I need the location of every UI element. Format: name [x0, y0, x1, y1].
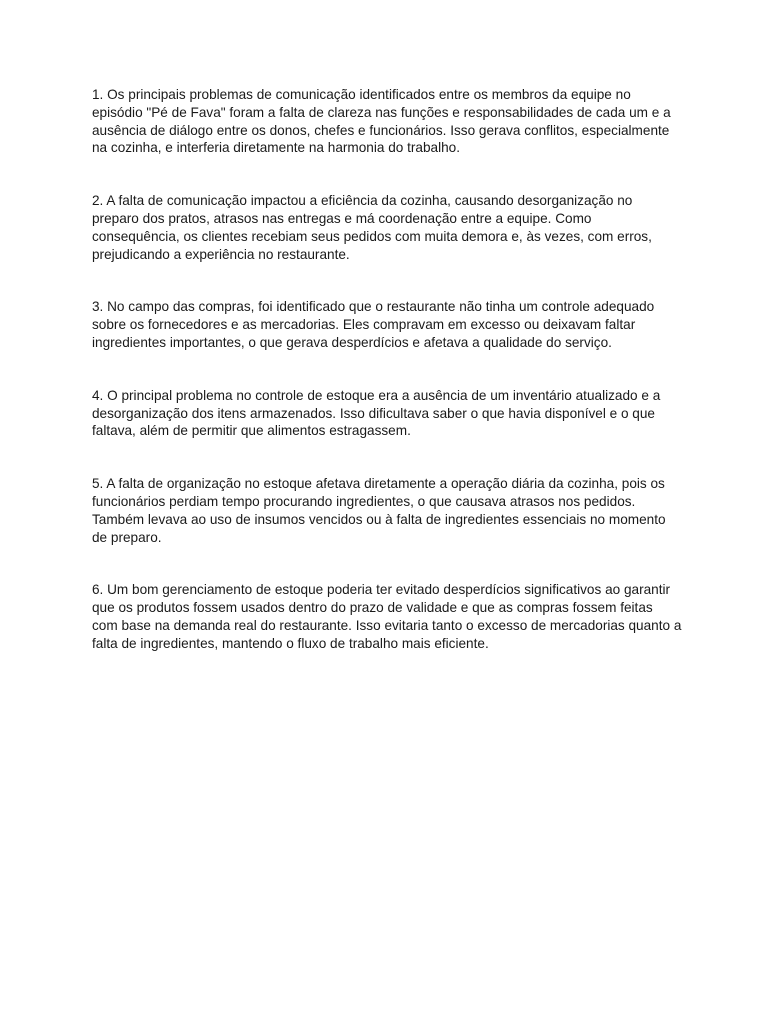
paragraph-2: 2. A falta de comunicação impactou a eficiência da cozinha, causando desorganização no preparo dos pratos, atrasos nas entregas e má coordenação entre a equipe. Como consequência, os clientes recebiam seus pedidos com muita demora e, às vezes, com erros, prejudicando a experiência no restaurante.	[92, 193, 652, 262]
paragraph-5: 5. A falta de organização no estoque afetava diretamente a operação diária da cozinha, pois os funcionários perdiam tempo procurando ingredientes, o que causava atrasos nos pedidos. Também levava ao uso de insumos vencidos ou à falta de ingredientes essenciais no momento de preparo.	[92, 476, 666, 545]
paragraph-6: 6. Um bom gerenciamento de estoque poderia ter evitado desperdícios significativos ao garantir que os produtos fossem usados dentro do prazo de validade e que as compras fossem feitas com base na demanda real do restaurante. Isso evitaria tanto o excesso de mercadorias quanto a falta de ingredientes, mantendo o fluxo de trabalho mais eficiente.	[92, 582, 682, 651]
paragraph-1: 1. Os principais problemas de comunicação identificados entre os membros da equipe no episódio "Pé de Fava" foram a falta de clareza nas funções e responsabilidades de cada um e a ausência de diálogo entre os donos, chefes e funcionários. Isso gerava conflitos, especialmente na cozinha, e interferia diretamente na harmonia do trabalho.	[92, 87, 671, 156]
paragraph-3: 3. No campo das compras, foi identificado que o restaurante não tinha um controle adequado sobre os fornecedores e as mercadorias. Eles compravam em excesso ou deixavam faltar ingredientes importantes, o que gerava desperdícios e afetava a qualidade do serviço.	[92, 299, 655, 350]
document-body	[92, 86, 682, 653]
paragraph-4: 4. O principal problema no controle de estoque era a ausência de um inventário atualizado e a desorganização dos itens armazenados. Isso dificultava saber o que havia disponível e o que faltava, além de permitir que alimentos estragassem.	[92, 387, 661, 439]
